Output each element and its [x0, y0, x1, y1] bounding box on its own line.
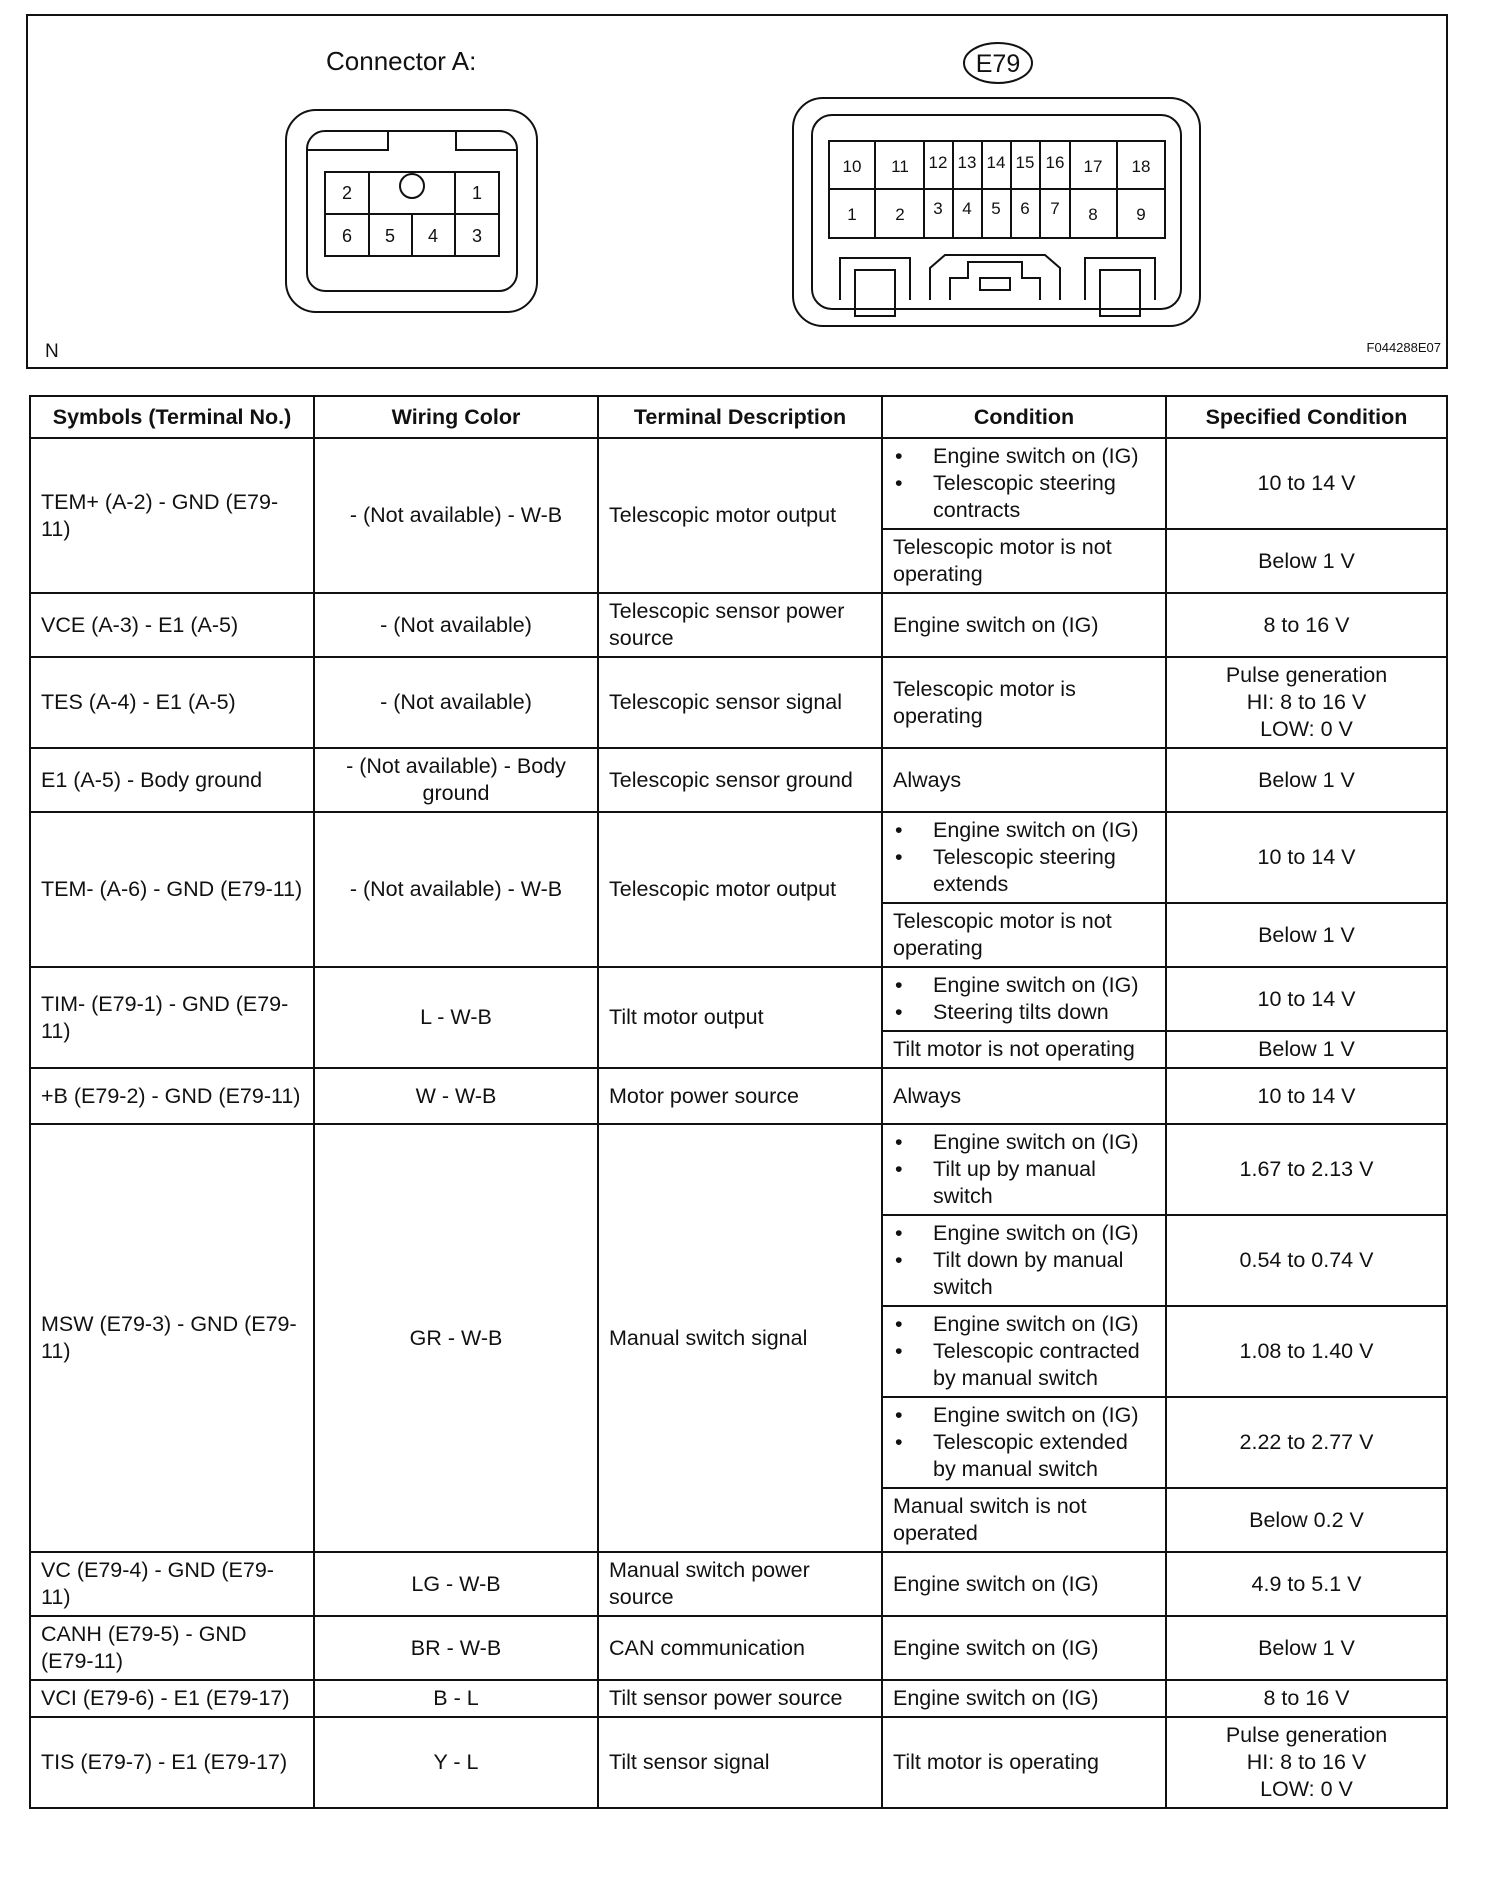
terminal-description-cell: Tilt sensor signal: [598, 1717, 882, 1808]
specified-condition-line: HI: 8 to 16 V: [1246, 690, 1367, 714]
specified-condition-line: 1.08 to 1.40 V: [1239, 1339, 1374, 1363]
pin-e79-2: 2: [895, 205, 905, 224]
table-row: [30, 657, 1447, 748]
terminal-description-cell: Tilt motor output: [598, 967, 882, 1068]
specified-condition-line: HI: 8 to 16 V: [1246, 1750, 1367, 1774]
specified-condition-cell: [1166, 1068, 1447, 1124]
wiring-color-cell: GR - W-B: [314, 1124, 598, 1552]
specified-condition-cell: [1166, 1306, 1447, 1397]
table-row: [30, 1552, 1447, 1616]
condition-item: • Engine switch on (IG): [893, 1402, 1155, 1429]
terminal-description-cell: Telescopic sensor signal: [598, 657, 882, 748]
terminal-description-cell: Telescopic motor output: [598, 812, 882, 967]
specified-condition-line: 10 to 14 V: [1257, 986, 1356, 1011]
specified-condition-cell: [1166, 593, 1447, 657]
condition-list: [893, 443, 1155, 524]
specified-condition-cell: [1166, 967, 1447, 1031]
wiring-color-cell: - (Not available) - W-B: [314, 812, 598, 967]
condition-item: • Telescopic steering contracts: [893, 470, 1155, 524]
specified-condition-line: Below 1 V: [1258, 922, 1355, 947]
condition-cell: Always: [882, 1068, 1166, 1124]
pin-a-2: 2: [341, 183, 353, 203]
wiring-color-cell: L - W-B: [314, 967, 598, 1068]
terminal-symbol-cell: +B (E79-2) - GND (E79-11): [30, 1068, 314, 1124]
specified-condition-line: Below 0.2 V: [1249, 1507, 1364, 1532]
connector-a-title: Connector A:: [326, 46, 477, 76]
pin-e79-17: 17: [1083, 157, 1103, 176]
pin-a-3: 3: [471, 226, 483, 246]
table-row: [30, 1068, 1447, 1124]
connector-a: [286, 110, 537, 312]
specified-condition-line: 0.54 to 0.74 V: [1239, 1248, 1374, 1272]
specified-condition-line: Pulse generation: [1225, 1723, 1388, 1747]
specified-condition-line: 10 to 14 V: [1257, 471, 1356, 495]
specified-condition-cell: [1166, 657, 1447, 748]
pin-e79-5: 5: [991, 199, 1001, 218]
condition-cell: Always: [882, 748, 1166, 812]
condition-list: [893, 972, 1155, 1026]
figure-code: F044288E07: [1366, 340, 1441, 355]
specified-condition-line: Below 1 V: [1258, 1037, 1355, 1061]
specified-condition-line: LOW: 0 V: [1260, 717, 1353, 741]
condition-cell: Engine switch on (IG): [882, 593, 1166, 657]
condition-list: [893, 1402, 1155, 1483]
condition-cell: [882, 1306, 1166, 1397]
condition-cell: Telescopic motor is operating: [882, 657, 1166, 748]
terminal-description-cell: Manual switch signal: [598, 1124, 882, 1552]
pin-e79-15: 15: [1015, 153, 1035, 172]
terminal-symbol-cell: TEM- (A-6) - GND (E79-11): [30, 812, 314, 967]
specified-condition-cell: [1166, 748, 1447, 812]
condition-cell: Tilt motor is not operating: [882, 1031, 1166, 1068]
condition-cell: [882, 812, 1166, 903]
header-wiring-color: Wiring Color: [314, 396, 598, 438]
terminal-description-cell: Telescopic sensor power source: [598, 593, 882, 657]
specified-condition-cell: [1166, 1124, 1447, 1215]
specified-condition-line: 2.22 to 2.77 V: [1239, 1430, 1374, 1454]
condition-cell: Tilt motor is operating: [882, 1717, 1166, 1808]
condition-cell: Manual switch is not operated: [882, 1488, 1166, 1552]
specified-condition-cell: [1166, 1215, 1447, 1306]
pin-e79-6: 6: [1020, 199, 1030, 218]
specified-condition-line: Below 1 V: [1258, 548, 1355, 573]
specified-condition-line: Pulse generation: [1225, 663, 1388, 687]
condition-cell: Telescopic motor is not operating: [882, 903, 1166, 967]
pin-e79-18: 18: [1131, 157, 1151, 176]
pin-a-5: 5: [384, 226, 396, 246]
specified-condition-cell: [1166, 1397, 1447, 1488]
condition-item: • Tilt up by manual switch: [893, 1156, 1155, 1210]
terminal-symbol-cell: TEM+ (A-2) - GND (E79-11): [30, 438, 314, 593]
specified-condition-cell: [1166, 812, 1447, 903]
specified-condition-line: 8 to 16 V: [1263, 1686, 1350, 1710]
specified-condition-cell: [1166, 438, 1447, 529]
e79-label: E79: [975, 50, 1021, 78]
terminal-description-cell: CAN communication: [598, 1616, 882, 1680]
terminal-description-cell: Telescopic sensor ground: [598, 748, 882, 812]
condition-list: [893, 817, 1155, 898]
pin-e79-10: 10: [842, 157, 862, 176]
terminal-symbol-cell: VCE (A-3) - E1 (A-5): [30, 593, 314, 657]
specified-condition-cell: [1166, 1680, 1447, 1717]
specified-condition-cell: [1166, 1717, 1447, 1808]
specified-condition-line: Below 1 V: [1258, 767, 1355, 792]
condition-cell: Engine switch on (IG): [882, 1680, 1166, 1717]
table-row: [30, 967, 1447, 1031]
condition-cell: [882, 438, 1166, 529]
table-row: [30, 748, 1447, 812]
terminal-symbol-cell: CANH (E79-5) - GND (E79-11): [30, 1616, 314, 1680]
terminal-symbol-cell: VC (E79-4) - GND (E79-11): [30, 1552, 314, 1616]
wiring-color-cell: - (Not available) - W-B: [314, 438, 598, 593]
specified-condition-cell: [1166, 903, 1447, 967]
condition-item: • Telescopic contracted by manual switch: [893, 1338, 1155, 1392]
table-header-row: [30, 396, 1447, 438]
terminal-description-cell: Manual switch power source: [598, 1552, 882, 1616]
connector-diagram: [0, 0, 1504, 372]
wiring-color-cell: Y - L: [314, 1717, 598, 1808]
wiring-color-cell: - (Not available) - Body ground: [314, 748, 598, 812]
condition-list: [893, 1129, 1155, 1210]
terminal-description-cell: Motor power source: [598, 1068, 882, 1124]
specified-condition-cell: [1166, 1616, 1447, 1680]
header-terminal-description: Terminal Description: [598, 396, 882, 438]
condition-list: [893, 1220, 1155, 1301]
table-row: [30, 1616, 1447, 1680]
condition-item: • Engine switch on (IG): [893, 443, 1155, 470]
table-row: [30, 593, 1447, 657]
pin-e79-16: 16: [1045, 153, 1065, 172]
condition-cell: [882, 967, 1166, 1031]
table-row: [30, 1680, 1447, 1717]
header-condition: Condition: [882, 396, 1166, 438]
pin-a-4: 4: [427, 226, 439, 246]
condition-item: • Telescopic extended by manual switch: [893, 1429, 1155, 1483]
terminal-symbol-cell: VCI (E79-6) - E1 (E79-17): [30, 1680, 314, 1717]
specified-condition-line: 8 to 16 V: [1263, 612, 1350, 637]
wiring-color-cell: W - W-B: [314, 1068, 598, 1124]
terminal-symbol-cell: E1 (A-5) - Body ground: [30, 748, 314, 812]
pin-e79-9: 9: [1136, 205, 1146, 224]
pin-e79-1: 1: [847, 205, 857, 224]
terminal-symbol-cell: MSW (E79-3) - GND (E79-11): [30, 1124, 314, 1552]
wiring-color-cell: - (Not available): [314, 657, 598, 748]
header-specified-condition: Specified Condition: [1166, 396, 1447, 438]
specified-condition-cell: [1166, 529, 1447, 593]
condition-item: • Engine switch on (IG): [893, 1129, 1155, 1156]
terminal-description-cell: Telescopic motor output: [598, 438, 882, 593]
condition-cell: Engine switch on (IG): [882, 1552, 1166, 1616]
table-row: [30, 812, 1447, 903]
terminal-spec-table: [29, 395, 1448, 1809]
pin-e79-13: 13: [957, 153, 977, 172]
pin-e79-4: 4: [962, 199, 972, 218]
header-symbols: Symbols (Terminal No.): [30, 396, 314, 438]
condition-item: • Steering tilts down: [893, 999, 1155, 1026]
diagram-frame: [27, 15, 1447, 368]
terminal-symbol-cell: TIS (E79-7) - E1 (E79-17): [30, 1717, 314, 1808]
wiring-color-cell: - (Not available): [314, 593, 598, 657]
pin-a-6: 6: [341, 226, 353, 246]
specified-condition-line: 1.67 to 2.13 V: [1239, 1157, 1374, 1181]
specified-condition-line: 10 to 14 V: [1257, 845, 1356, 869]
terminal-description-cell: Tilt sensor power source: [598, 1680, 882, 1717]
terminal-symbol-cell: TES (A-4) - E1 (A-5): [30, 657, 314, 748]
wiring-color-cell: BR - W-B: [314, 1616, 598, 1680]
condition-cell: [882, 1397, 1166, 1488]
table-body: [30, 438, 1447, 1808]
orientation-mark: N: [45, 341, 59, 362]
condition-item: • Engine switch on (IG): [893, 1220, 1155, 1247]
wiring-color-cell: B - L: [314, 1680, 598, 1717]
condition-cell: [882, 1124, 1166, 1215]
condition-item: • Engine switch on (IG): [893, 972, 1155, 999]
condition-item: • Engine switch on (IG): [893, 817, 1155, 844]
specified-condition-line: 10 to 14 V: [1257, 1083, 1356, 1108]
specified-condition-cell: [1166, 1552, 1447, 1616]
specified-condition-line: Below 1 V: [1258, 1635, 1355, 1660]
table-row: [30, 1124, 1447, 1215]
condition-item: • Engine switch on (IG): [893, 1311, 1155, 1338]
specified-condition-cell: [1166, 1031, 1447, 1068]
condition-list: [893, 1311, 1155, 1392]
condition-item: • Telescopic steering extends: [893, 844, 1155, 898]
specified-condition-line: LOW: 0 V: [1260, 1777, 1353, 1801]
wiring-color-cell: LG - W-B: [314, 1552, 598, 1616]
pin-e79-14: 14: [986, 153, 1006, 172]
specified-condition-cell: [1166, 1488, 1447, 1552]
condition-cell: Telescopic motor is not operating: [882, 529, 1166, 593]
pin-e79-3: 3: [933, 199, 943, 218]
pin-e79-12: 12: [928, 153, 948, 172]
pin-e79-11: 11: [891, 157, 909, 176]
pin-e79-7: 7: [1050, 199, 1060, 218]
terminal-symbol-cell: TIM- (E79-1) - GND (E79-11): [30, 967, 314, 1068]
pin-a-1: 1: [471, 183, 483, 203]
condition-cell: Engine switch on (IG): [882, 1616, 1166, 1680]
table-row: [30, 1717, 1447, 1808]
table-row: [30, 438, 1447, 529]
pin-e79-8: 8: [1088, 205, 1098, 224]
condition-item: • Tilt down by manual switch: [893, 1247, 1155, 1301]
condition-cell: [882, 1215, 1166, 1306]
specified-condition-line: 4.9 to 5.1 V: [1251, 1571, 1362, 1596]
